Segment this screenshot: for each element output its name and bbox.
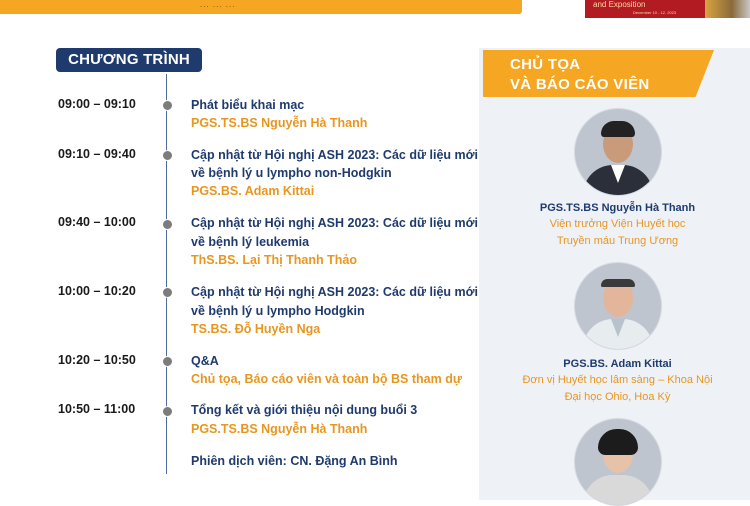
interpreter-note: Phiên dịch viên: CN. Đặng An Bình [191,454,398,468]
schedule-title-line2: về bệnh lý u lympho Hodgkin [191,304,365,318]
schedule-speaker: ThS.BS. Lại Thị Thanh Thảo [191,253,357,267]
schedule-time: 09:10 – 09:40 [58,147,136,161]
woman-avatar [574,418,662,506]
schedule-title-line2: về bệnh lý leukemia [191,235,310,249]
program-label: CHƯƠNG TRÌNH [56,48,202,72]
chair-header-subtitle: VÀ BÁO CÁO VIÊN [510,76,650,93]
man-suit-avatar [574,108,662,196]
schedule-speaker: PGS.BS. Adam Kittai [191,184,315,198]
schedule-title: Cập nhật từ Hội nghị ASH 2023: Các dữ liệu mới [191,285,478,299]
schedule-title: Cập nhật từ Hội nghị ASH 2023: Các dữ liệu mới [191,148,478,162]
schedule-title: Tổng kết và giới thiệu nội dung buổi 3 [191,403,418,417]
timeline-dot [162,100,173,111]
speaker-affiliation-line2: Truyền máu Trung Ương [556,235,679,247]
ash-event-badge [585,0,750,18]
schedule-time: 09:40 – 10:00 [58,215,136,229]
schedule-speaker: Chủ tọa, Báo cáo viên và toàn bộ BS tham dự [191,372,462,386]
schedule-title: Q&A [191,354,219,368]
schedule-title: Cập nhật từ Hội nghị ASH 2023: Các dữ liệu mới [191,216,478,230]
timeline-dot [162,406,173,417]
schedule-speaker: PGS.TS.BS Nguyễn Hà Thanh [191,116,368,130]
chair-header-title: CHỦ TỌA [510,56,581,73]
schedule-title: Phát biểu khai mạc [191,98,305,112]
schedule-speaker: PGS.TS.BS Nguyễn Hà Thanh [191,422,368,436]
schedule-time: 09:00 – 09:10 [58,97,136,111]
top-banner-text: ... ... ... [200,0,236,9]
timeline-dot [162,219,173,230]
speaker-name: PGS.TS.BS Nguyễn Hà Thanh [539,202,696,214]
speaker-affiliation-line2: Đại học Ohio, Hoa Kỳ [564,391,671,403]
speaker-affiliation: Viện trưởng Viện Huyết học [549,218,686,230]
ash-badge-date: December 10 - 12, 2023 [633,10,677,15]
schedule-title-line2: về bệnh lý u lympho non-Hodgkin [191,166,392,180]
schedule-speaker: TS.BS. Đỗ Huyền Nga [191,322,321,336]
schedule-time: 10:50 – 11:00 [58,402,136,416]
ash-badge-photo [705,0,750,18]
schedule-time: 10:00 – 10:20 [58,284,136,298]
timeline-dot [162,356,173,367]
timeline-dot [162,150,173,161]
man-light-avatar [574,262,662,350]
timeline-dot [162,287,173,298]
schedule-time: 10:20 – 10:50 [58,353,136,367]
ash-badge-title: and Exposition [593,0,646,9]
top-banner [0,0,522,14]
speaker-name: PGS.BS. Adam Kittai [563,358,672,370]
speaker-affiliation: Đơn vị Huyết học lâm sàng – Khoa Nội [522,374,713,386]
